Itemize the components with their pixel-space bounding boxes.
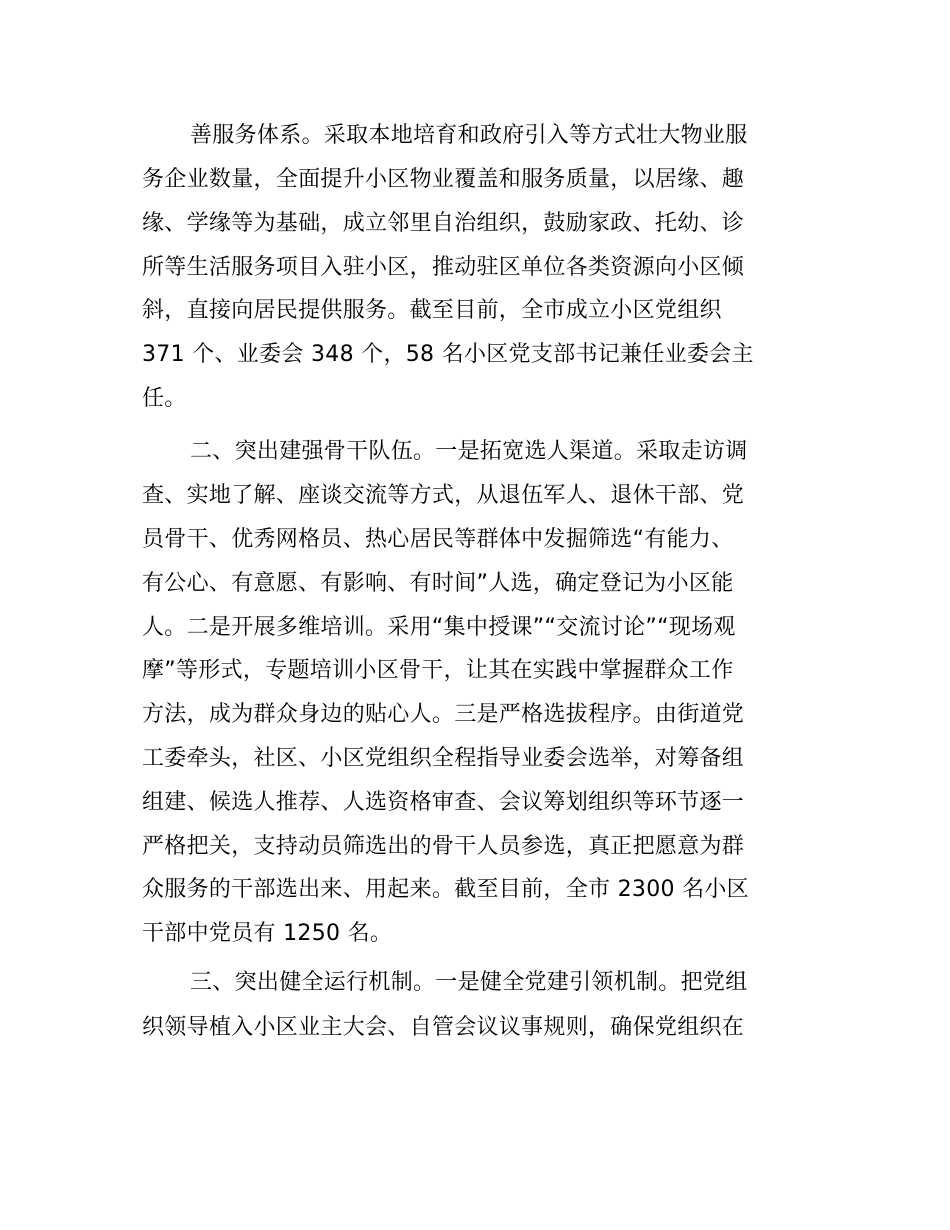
text-line-15: 工委牵头，社区、小区党组织全程指导业委会选举，对筹备组 xyxy=(142,746,745,771)
text-line-11: 有公心、有意愿、有影响、有时间”人选，确定登记为小区能 xyxy=(142,571,734,596)
text-line-18: 众服务的干部选出来、用起来。截至目前，全市 2300 名小区 xyxy=(142,877,749,902)
text-line-20: 三、突出健全运行机制。一是健全党建引领机制。把党组 xyxy=(190,970,748,995)
text-line-6: 371 个、业委会 348 个，58 名小区党支部书记兼任业委会主 xyxy=(142,342,754,367)
text-line-4: 所等生活服务项目入驻小区，推动驻区单位各类资源向小区倾 xyxy=(142,255,745,280)
text-line-5: 斜，直接向居民提供服务。截至目前，全市成立小区党组织 xyxy=(142,298,722,323)
text-line-12: 人。二是开展多维培训。采用“集中授课”“交流讨论”“现场观 xyxy=(142,615,736,640)
text-line-21: 织领导植入小区业主大会、自管会议议事规则，确保党组织在 xyxy=(142,1015,745,1040)
text-line-10: 员骨干、优秀网格员、热心居民等群体中发掘筛选“有能力、 xyxy=(142,527,734,552)
text-line-1: 善服务体系。采取本地培育和政府引入等方式壮大物业服 xyxy=(190,123,748,148)
text-line-9: 查、实地了解、座谈交流等方式，从退伍军人、退休干部、党 xyxy=(142,483,745,508)
text-line-8: 二、突出建强骨干队伍。一是拓宽选人渠道。采取走访调 xyxy=(190,439,748,464)
text-line-13: 摩”等形式，专题培训小区骨干，让其在实践中掌握群众工作 xyxy=(142,658,734,683)
text-line-16: 组建、候选人推荐、人选资格审查、会议筹划组织等环节逐一 xyxy=(142,790,745,815)
text-line-14: 方法，成为群众身边的贴心人。三是严格选拔程序。由街道党 xyxy=(142,702,745,727)
text-line-17: 严格把关，支持动员筛选出的骨干人员参选，真正把愿意为群 xyxy=(142,834,745,859)
text-line-2: 务企业数量，全面提升小区物业覆盖和服务质量，以居缘、趣 xyxy=(142,167,745,192)
text-line-19: 干部中党员有 1250 名。 xyxy=(142,921,393,946)
text-line-3: 缘、学缘等为基础，成立邻里自治组织，鼓励家政、托幼、诊 xyxy=(142,211,745,236)
text-line-7: 任。 xyxy=(142,386,187,411)
